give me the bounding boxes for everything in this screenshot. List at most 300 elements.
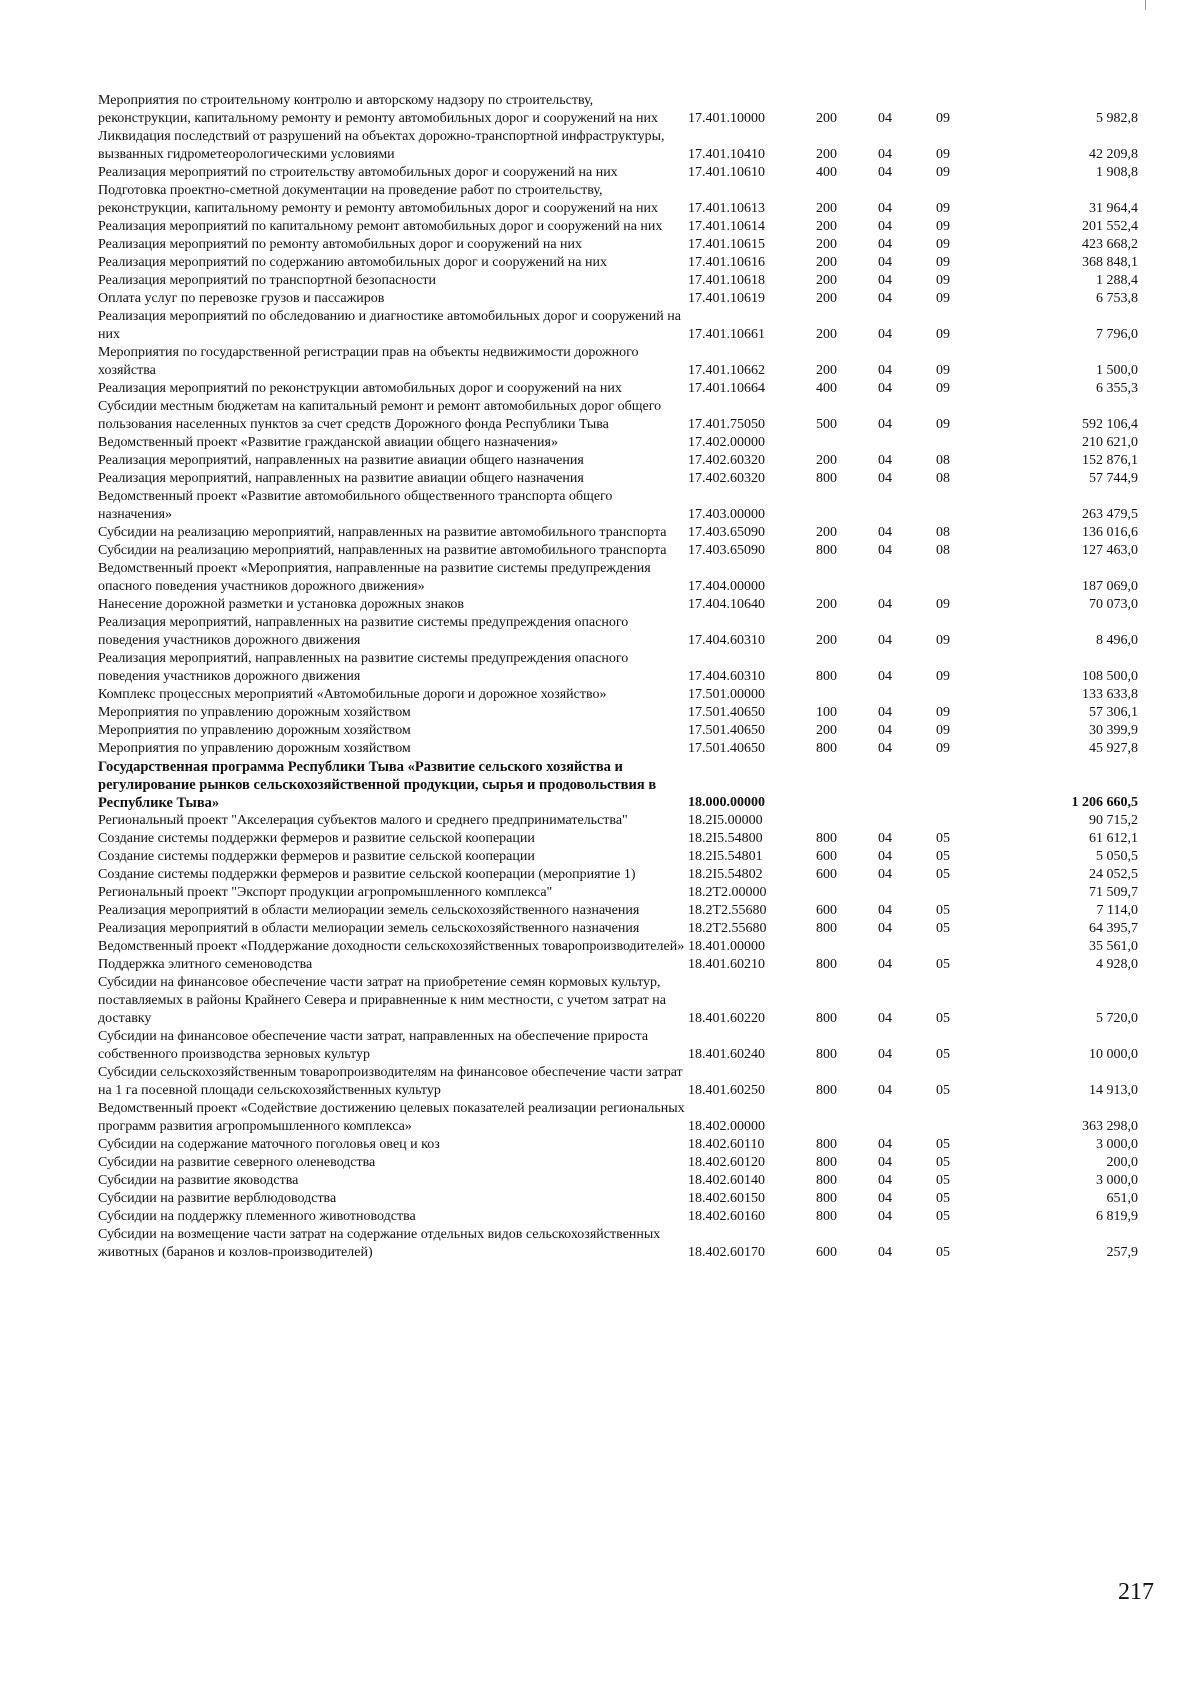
row-expense-type: 200	[816, 723, 837, 738]
row-name: Реализация мероприятий в области мелиорации земель сельскохозяйственного назначения	[98, 921, 640, 936]
row-name: Реализация мероприятий по ремонту автомобильных дорог и сооружений на них	[98, 237, 583, 252]
row-section: 04	[878, 849, 892, 864]
row-name: Субсидии на развитие северного оленеводства	[98, 1155, 376, 1170]
row-code: 17.402.00000	[688, 435, 765, 450]
row-name: Региональный проект "Экспорт продукции агропромышленного комплекса"	[98, 885, 553, 900]
row-code: 18.2I5.54800	[688, 831, 763, 846]
row-subsection: 05	[936, 1245, 950, 1260]
row-name: Комплекс процессных мероприятий «Автомобильные дороги и дорожное хозяйство»	[98, 687, 607, 702]
row-code: 18.402.60110	[688, 1137, 765, 1152]
row-amount: 14 913,0	[1089, 1083, 1138, 1098]
row-section	[878, 758, 936, 812]
row-expense-type: 200	[816, 291, 837, 306]
row-expense-type: 200	[816, 219, 837, 234]
row-section	[878, 488, 936, 524]
table-row	[98, 524, 1138, 542]
table-row	[98, 1028, 1138, 1064]
row-section: 04	[878, 165, 892, 180]
row-expense-type: 800	[816, 921, 837, 936]
row-name: Субсидии на возмещение части затрат на содержание отдельных видов сельскохозяйственных животных (баранов и козлов-производителей)	[98, 1227, 661, 1260]
row-section	[878, 812, 936, 830]
row-subsection: 08	[936, 525, 950, 540]
row-code: 17.401.10662	[688, 363, 765, 378]
row-amount: 368 848,1	[1082, 255, 1138, 270]
row-code: 17.401.10614	[688, 219, 765, 234]
row-section	[878, 884, 936, 902]
table-row	[98, 128, 1138, 164]
row-code: 18.402.60120	[688, 1155, 765, 1170]
row-name: Реализация мероприятий по обследованию и диагностике автомобильных дорог и сооружений на них	[98, 309, 681, 342]
row-code: 18.2T2.55680	[688, 921, 767, 936]
row-code: 17.403.65090	[688, 525, 765, 540]
row-subsection	[936, 938, 994, 956]
row-subsection: 09	[936, 327, 950, 342]
row-section: 04	[878, 471, 892, 486]
table-row	[98, 920, 1138, 938]
row-name: Поддержка элитного семеноводства	[98, 957, 313, 972]
row-amount: 45 927,8	[1089, 741, 1138, 756]
row-name: Субсидии на финансовое обеспечение части затрат, направленных на обеспечение прироста собственного производства зерновых культур	[98, 1029, 649, 1062]
table-row	[98, 290, 1138, 308]
row-code: 17.401.10610	[688, 165, 765, 180]
table-row	[98, 560, 1138, 596]
row-subsection: 05	[936, 903, 950, 918]
row-subsection: 09	[936, 201, 950, 216]
row-name: Мероприятия по управлению дорожным хозяйством	[98, 741, 411, 756]
row-amount: 6 355,3	[1096, 381, 1138, 396]
row-name: Мероприятия по управлению дорожным хозяйством	[98, 723, 411, 738]
row-code: 17.402.60320	[688, 471, 765, 486]
table-row	[98, 272, 1138, 290]
row-subsection: 09	[936, 597, 950, 612]
row-subsection: 05	[936, 831, 950, 846]
row-amount: 4 928,0	[1096, 957, 1138, 972]
row-subsection: 09	[936, 723, 950, 738]
row-expense-type: 800	[816, 1011, 837, 1026]
row-section: 04	[878, 867, 892, 882]
budget-table-body	[98, 92, 1138, 1262]
table-row	[98, 614, 1138, 650]
table-row	[98, 866, 1138, 884]
row-expense-type: 600	[816, 903, 837, 918]
row-amount: 1 908,8	[1096, 165, 1138, 180]
row-section	[878, 434, 936, 452]
row-expense-type	[816, 434, 878, 452]
table-row	[98, 434, 1138, 452]
row-subsection: 09	[936, 273, 950, 288]
row-name: Мероприятия по государственной регистрации прав на объекты недвижимости дорожного хозяйства	[98, 345, 639, 378]
row-section: 04	[878, 417, 892, 432]
row-expense-type: 200	[816, 363, 837, 378]
row-amount: 136 016,6	[1082, 525, 1138, 540]
table-row	[98, 236, 1138, 254]
row-amount: 70 073,0	[1089, 597, 1138, 612]
row-name: Реализация мероприятий по капитальному ремонт автомобильных дорог и сооружений на них	[98, 219, 663, 234]
row-section: 04	[878, 273, 892, 288]
budget-table	[98, 92, 1138, 1262]
row-name: Региональный проект "Акселерация субъектов малого и среднего предпринимательства"	[98, 813, 628, 828]
row-name: Мероприятия по управлению дорожным хозяйством	[98, 705, 411, 720]
row-name: Ведомственный проект «Содействие достижению целевых показателей реализации региональных программ развития агропромышленного комплекса»	[98, 1101, 685, 1134]
row-section: 04	[878, 255, 892, 270]
row-expense-type: 800	[816, 957, 837, 972]
row-name: Субсидии на реализацию мероприятий, направленных на развитие автомобильного транспорта	[98, 543, 667, 558]
table-row	[98, 902, 1138, 920]
row-code: 17.401.10615	[688, 237, 765, 252]
row-subsection: 09	[936, 291, 950, 306]
row-section	[878, 560, 936, 596]
row-name: Субсидии местным бюджетам на капитальный ремонт и ремонт автомобильных дорог общего пользования населенных пунктов за счет средств Дорожного фонда Республики Тыва	[98, 399, 662, 432]
row-section	[878, 938, 936, 956]
row-section: 04	[878, 453, 892, 468]
row-amount: 64 395,7	[1089, 921, 1138, 936]
row-subsection: 09	[936, 111, 950, 126]
row-section: 04	[878, 147, 892, 162]
row-code: 18.401.60240	[688, 1047, 765, 1062]
row-expense-type: 800	[816, 1155, 837, 1170]
row-name: Реализация мероприятий, направленных на развитие системы предупреждения опасного поведения участников дорожного движения	[98, 615, 629, 648]
row-section: 04	[878, 327, 892, 342]
table-row	[98, 1100, 1138, 1136]
row-subsection: 05	[936, 867, 950, 882]
row-subsection	[936, 884, 994, 902]
row-section: 04	[878, 1209, 892, 1224]
table-row	[98, 758, 1138, 812]
row-expense-type	[816, 812, 878, 830]
row-code: 17.401.10664	[688, 381, 765, 396]
row-expense-type: 200	[816, 525, 837, 540]
row-subsection: 05	[936, 1011, 950, 1026]
row-expense-type: 800	[816, 1137, 837, 1152]
row-amount: 30 399,9	[1089, 723, 1138, 738]
row-section: 04	[878, 723, 892, 738]
row-expense-type	[816, 686, 878, 704]
row-subsection: 05	[936, 1155, 950, 1170]
row-expense-type: 800	[816, 471, 837, 486]
row-code: 17.401.10410	[688, 147, 765, 162]
row-expense-type	[816, 884, 878, 902]
row-section: 04	[878, 201, 892, 216]
row-section: 04	[878, 1245, 892, 1260]
row-expense-type	[816, 560, 878, 596]
row-subsection: 09	[936, 669, 950, 684]
row-amount: 5 982,8	[1096, 111, 1138, 126]
table-row	[98, 1136, 1138, 1154]
row-amount: 7 796,0	[1096, 327, 1138, 342]
row-name: Нанесение дорожной разметки и установка дорожных знаков	[98, 597, 465, 612]
row-expense-type: 400	[816, 381, 837, 396]
row-amount: 363 298,0	[1082, 1119, 1138, 1134]
row-section: 04	[878, 831, 892, 846]
row-name: Ликвидация последствий от разрушений на объектах дорожно-транспортной инфраструктуры, вызванных гидрометеорологическими условиями	[98, 129, 665, 162]
row-subsection: 05	[936, 849, 950, 864]
row-code: 17.401.10661	[688, 327, 765, 342]
row-amount: 3 000,0	[1096, 1173, 1138, 1188]
row-amount: 651,0	[1106, 1191, 1138, 1206]
row-name: Реализация мероприятий, направленных на развитие авиации общего назначения	[98, 453, 584, 468]
row-expense-type	[816, 758, 878, 812]
row-expense-type: 200	[816, 255, 837, 270]
scan-edge-mark	[1145, 0, 1146, 10]
row-subsection: 05	[936, 1047, 950, 1062]
row-subsection	[936, 488, 994, 524]
row-name: Реализация мероприятий по реконструкции автомобильных дорог и сооружений на них	[98, 381, 622, 396]
row-section: 04	[878, 921, 892, 936]
row-expense-type: 500	[816, 417, 837, 432]
row-section: 04	[878, 597, 892, 612]
row-subsection: 09	[936, 255, 950, 270]
row-expense-type	[816, 1100, 878, 1136]
row-amount: 108 500,0	[1082, 669, 1138, 684]
row-code: 17.501.40650	[688, 723, 765, 738]
row-expense-type: 800	[816, 1209, 837, 1224]
row-amount: 57 306,1	[1089, 705, 1138, 720]
row-code: 17.403.65090	[688, 543, 765, 558]
row-subsection: 08	[936, 471, 950, 486]
row-amount: 187 069,0	[1082, 579, 1138, 594]
table-row	[98, 974, 1138, 1028]
row-section: 04	[878, 1047, 892, 1062]
row-subsection	[936, 758, 994, 812]
row-code: 17.401.10618	[688, 273, 765, 288]
row-amount: 1 288,4	[1096, 273, 1138, 288]
row-expense-type: 400	[816, 165, 837, 180]
row-code: 17.501.00000	[688, 687, 765, 702]
row-amount: 3 000,0	[1096, 1137, 1138, 1152]
row-name: Оплата услуг по перевозке грузов и пассажиров	[98, 291, 385, 306]
row-name: Субсидии сельскохозяйственным товаропроизводителям на финансовое обеспечение части затрат на 1 га посевной площади сельскохозяйственных культур	[98, 1065, 683, 1098]
row-code: 17.402.60320	[688, 453, 765, 468]
table-row	[98, 1190, 1138, 1208]
row-name: Реализация мероприятий, направленных на развитие системы предупреждения опасного поведения участников дорожного движения	[98, 651, 629, 684]
row-expense-type: 800	[816, 669, 837, 684]
row-name: Реализация мероприятий по транспортной безопасности	[98, 273, 437, 288]
row-section: 04	[878, 957, 892, 972]
row-code: 18.2I5.54801	[688, 849, 763, 864]
table-row	[98, 488, 1138, 524]
row-amount: 201 552,4	[1082, 219, 1138, 234]
row-subsection: 09	[936, 165, 950, 180]
table-row	[98, 830, 1138, 848]
row-code: 17.401.10616	[688, 255, 765, 270]
row-subsection: 05	[936, 1173, 950, 1188]
row-expense-type: 200	[816, 327, 837, 342]
row-amount: 6 753,8	[1096, 291, 1138, 306]
row-amount: 90 715,2	[1089, 813, 1138, 828]
row-section: 04	[878, 1155, 892, 1170]
row-name: Создание системы поддержки фермеров и развитие сельской кооперации	[98, 831, 535, 846]
table-row	[98, 542, 1138, 560]
table-row	[98, 722, 1138, 740]
row-expense-type: 200	[816, 111, 837, 126]
table-row	[98, 218, 1138, 236]
row-code: 18.401.60210	[688, 957, 765, 972]
row-amount: 10 000,0	[1089, 1047, 1138, 1062]
row-amount: 263 479,5	[1082, 507, 1138, 522]
row-amount: 31 964,4	[1089, 201, 1138, 216]
row-expense-type: 800	[816, 543, 837, 558]
row-expense-type: 100	[816, 705, 837, 720]
row-section: 04	[878, 669, 892, 684]
row-expense-type: 800	[816, 1083, 837, 1098]
row-subsection	[936, 1100, 994, 1136]
row-name: Ведомственный проект «Мероприятия, направленные на развитие системы предупреждения опасного поведения участников дорожного движения»	[98, 561, 651, 594]
table-row	[98, 182, 1138, 218]
row-subsection	[936, 812, 994, 830]
row-expense-type: 800	[816, 741, 837, 756]
row-code: 18.402.60170	[688, 1245, 765, 1260]
row-section: 04	[878, 291, 892, 306]
row-code: 18.402.60160	[688, 1209, 765, 1224]
row-expense-type: 200	[816, 147, 837, 162]
row-code: 17.403.00000	[688, 507, 765, 522]
row-code: 18.2I5.00000	[688, 813, 763, 828]
row-section: 04	[878, 363, 892, 378]
table-row	[98, 704, 1138, 722]
row-code: 17.401.10000	[688, 111, 765, 126]
row-section	[878, 686, 936, 704]
table-row	[98, 740, 1138, 758]
row-code: 17.501.40650	[688, 705, 765, 720]
row-subsection	[936, 686, 994, 704]
row-code: 17.401.75050	[688, 417, 765, 432]
row-amount: 133 633,8	[1082, 687, 1138, 702]
row-code: 18.2T2.00000	[688, 885, 767, 900]
row-subsection: 05	[936, 1191, 950, 1206]
row-name: Субсидии на поддержку племенного животноводства	[98, 1209, 416, 1224]
row-subsection: 05	[936, 1083, 950, 1098]
row-amount: 592 106,4	[1082, 417, 1138, 432]
row-subsection: 09	[936, 417, 950, 432]
table-row	[98, 254, 1138, 272]
page-number: 217	[1118, 1579, 1154, 1605]
row-expense-type: 600	[816, 1245, 837, 1260]
row-expense-type: 200	[816, 237, 837, 252]
row-amount: 257,9	[1106, 1245, 1138, 1260]
row-amount: 7 114,0	[1096, 903, 1138, 918]
row-name: Государственная программа Республики Тыва «Развитие сельского хозяйства и регулирование рынков сельскохозяйственной продукции, сырья и продовольствия в Республике Тыва»	[98, 759, 657, 811]
row-amount: 423 668,2	[1082, 237, 1138, 252]
row-name: Ведомственный проект «Развитие гражданской авиации общего назначения»	[98, 435, 558, 450]
row-subsection: 09	[936, 237, 950, 252]
row-code: 18.000.00000	[688, 795, 765, 810]
row-code: 17.404.00000	[688, 579, 765, 594]
table-row	[98, 344, 1138, 380]
row-amount: 35 561,0	[1089, 939, 1138, 954]
table-row	[98, 1154, 1138, 1172]
row-code: 17.404.60310	[688, 633, 765, 648]
row-expense-type: 600	[816, 867, 837, 882]
row-section: 04	[878, 633, 892, 648]
table-row	[98, 380, 1138, 398]
row-name: Реализация мероприятий по содержанию автомобильных дорог и сооружений на них	[98, 255, 607, 270]
row-section: 04	[878, 525, 892, 540]
row-section: 04	[878, 1173, 892, 1188]
table-row	[98, 812, 1138, 830]
table-row	[98, 938, 1138, 956]
row-expense-type: 800	[816, 1191, 837, 1206]
row-amount: 200,0	[1106, 1155, 1138, 1170]
row-amount: 210 621,0	[1082, 435, 1138, 450]
row-name: Реализация мероприятий по строительству автомобильных дорог и сооружений на них	[98, 165, 618, 180]
row-code: 18.401.60250	[688, 1083, 765, 1098]
row-code: 18.2T2.55680	[688, 903, 767, 918]
row-expense-type: 800	[816, 1173, 837, 1188]
row-name: Субсидии на содержание маточного поголовья овец и коз	[98, 1137, 440, 1152]
table-row	[98, 1226, 1138, 1262]
row-subsection: 08	[936, 453, 950, 468]
table-row	[98, 308, 1138, 344]
table-row	[98, 1208, 1138, 1226]
row-amount: 5 050,5	[1096, 849, 1138, 864]
row-amount: 127 463,0	[1082, 543, 1138, 558]
row-subsection	[936, 434, 994, 452]
row-amount: 152 876,1	[1082, 453, 1138, 468]
row-subsection: 05	[936, 1209, 950, 1224]
row-subsection: 09	[936, 363, 950, 378]
row-expense-type: 200	[816, 597, 837, 612]
row-expense-type: 800	[816, 831, 837, 846]
row-name: Реализация мероприятий, направленных на развитие авиации общего назначения	[98, 471, 584, 486]
table-row	[98, 398, 1138, 434]
row-section: 04	[878, 1137, 892, 1152]
row-section: 04	[878, 381, 892, 396]
row-amount: 8 496,0	[1096, 633, 1138, 648]
row-section: 04	[878, 1191, 892, 1206]
row-code: 17.404.10640	[688, 597, 765, 612]
row-amount: 5 720,0	[1096, 1011, 1138, 1026]
row-expense-type	[816, 938, 878, 956]
table-row	[98, 470, 1138, 488]
row-code: 18.401.60220	[688, 1011, 765, 1026]
row-code: 17.404.60310	[688, 669, 765, 684]
row-code: 18.402.60140	[688, 1173, 765, 1188]
row-name: Субсидии на реализацию мероприятий, направленных на развитие автомобильного транспорта	[98, 525, 667, 540]
row-code: 17.401.10619	[688, 291, 765, 306]
row-code: 18.402.60150	[688, 1191, 765, 1206]
row-name: Ведомственный проект «Поддержание доходности сельскохозяйственных товаропроизводителей»	[98, 939, 685, 954]
row-subsection: 05	[936, 1137, 950, 1152]
row-amount: 61 612,1	[1089, 831, 1138, 846]
row-amount: 1 500,0	[1096, 363, 1138, 378]
row-code: 18.402.00000	[688, 1119, 765, 1134]
row-expense-type: 800	[816, 1047, 837, 1062]
row-name: Субсидии на финансовое обеспечение части затрат на приобретение семян кормовых культур, поставляемых в районы Крайнего Севера и приравненные к ним местности, с учетом затрат на доставку	[98, 975, 666, 1026]
row-section: 04	[878, 705, 892, 720]
row-section: 04	[878, 1083, 892, 1098]
table-row	[98, 650, 1138, 686]
row-subsection	[936, 560, 994, 596]
row-section	[878, 1100, 936, 1136]
row-section: 04	[878, 1011, 892, 1026]
row-name: Субсидии на развитие верблюдоводства	[98, 1191, 337, 1206]
row-section: 04	[878, 219, 892, 234]
row-name: Субсидии на развитие яководства	[98, 1173, 299, 1188]
row-expense-type: 200	[816, 201, 837, 216]
row-amount: 42 209,8	[1089, 147, 1138, 162]
table-row	[98, 596, 1138, 614]
row-subsection: 09	[936, 219, 950, 234]
table-row	[98, 452, 1138, 470]
row-name: Ведомственный проект «Развитие автомобильного общественного транспорта общего назначения»	[98, 489, 613, 522]
table-row	[98, 1064, 1138, 1100]
row-amount: 24 052,5	[1089, 867, 1138, 882]
row-expense-type: 200	[816, 453, 837, 468]
table-row	[98, 164, 1138, 182]
row-subsection: 09	[936, 741, 950, 756]
table-row	[98, 1172, 1138, 1190]
table-row	[98, 884, 1138, 902]
